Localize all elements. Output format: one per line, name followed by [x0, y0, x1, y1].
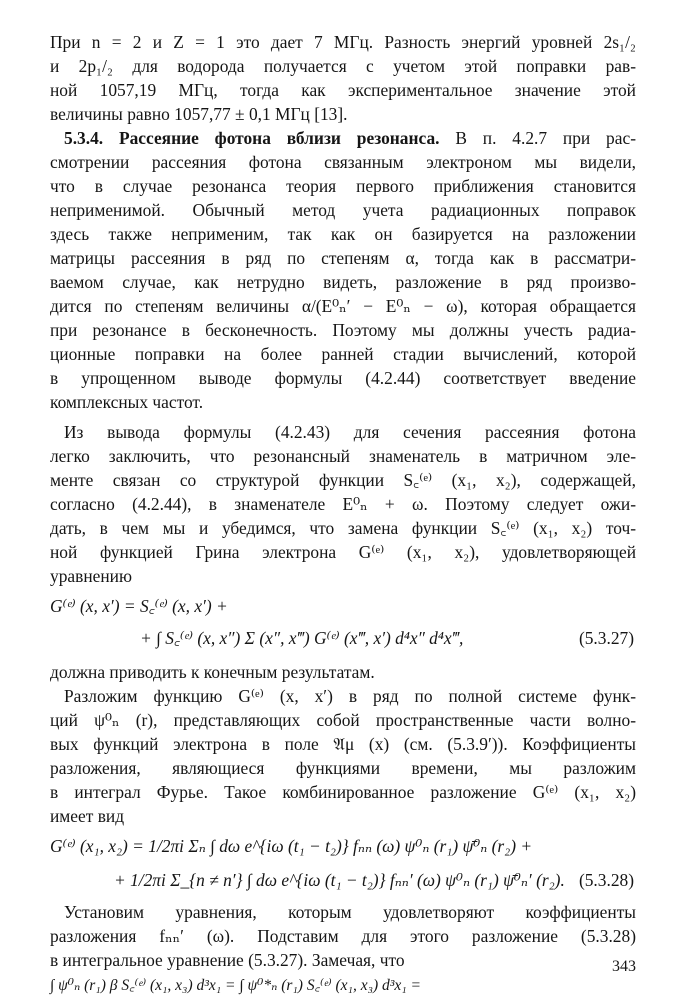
- text-line: и 2p₁/₂ для водорода получается с учетом этой поправки рав-: [50, 56, 636, 76]
- text-line: ционные поправки на более ранней стадии вычислений, которой: [50, 344, 636, 364]
- text-line: Установим уравнения, которым удовлетворяют коэффициенты: [64, 902, 636, 922]
- text-line: в упрощенном выводе формулы (4.2.44) соответствует введение: [50, 368, 636, 388]
- text-line: смотрении рассеяния фотона связанным электроном мы видели,: [50, 152, 636, 172]
- equation-5-3-27-line-1: G⁽ᵉ⁾ (x, x′) = S꜀⁽ᵉ⁾ (x, x′) +: [50, 596, 228, 616]
- section-heading-line: [50, 126, 636, 150]
- text-line: разложения, являющиеся функциями времени, мы разложим: [50, 758, 636, 778]
- text-line: здесь также неприменим, так как он базируется на разложении: [50, 224, 636, 244]
- text-line: неприменимой. Обычный метод учета радиационных поправок: [50, 200, 636, 220]
- text-line: При n = 2 и Z = 1 это дает 7 МГц. Разность энергий уровней 2s₁/₂: [50, 32, 636, 52]
- equation-number: (5.3.27): [578, 628, 634, 648]
- text-line: матрицы рассеяния в ряд по степеням α, тогда как в рассматри-: [50, 248, 636, 268]
- text-line: дится по степеням величины α/(E⁰ₙ′ − E⁰ₙ − ω), которая обращается: [50, 296, 636, 316]
- text-line: ций ψ⁰ₙ (r), представляющих собой пространственные части волно-: [50, 710, 636, 730]
- text-line: разложения fₙₙ′ (ω). Подставим для этого разложение (5.3.28): [50, 926, 636, 946]
- text-line: ной 1057,19 МГц, тогда как экспериментальное значение этой: [50, 80, 636, 100]
- section-heading: 5.3.4. Рассеяние фотона вблизи резонанса.: [64, 128, 440, 148]
- text-line: легко заключить, что резонансный знаменатель в матричном эле-: [50, 446, 636, 466]
- text-line: согласно (4.2.44), в знаменателе E⁰ₙ + ω. Поэтому следует ожи-: [50, 494, 636, 514]
- text-line: что в случае резонанса теория первого приближения становится: [50, 176, 636, 196]
- equation-overlap-line-1: ∫ ψ⁰ₙ (r₁) β S꜀⁽ᵉ⁾ (x₁, x₃) d³x₁ = ∫ ψ⁰*ₙ (r₁) S꜀⁽ᵉ⁾ (x₁, x₃) d³x₁ =: [50, 977, 421, 994]
- text-line: в интегральное уравнение (5.3.27). Замечая, что: [50, 950, 405, 970]
- text-line: вых функций электрона в поле 𝔄μ (x) (см. (5.3.9′)). Коэффициенты: [50, 734, 636, 754]
- text-line: комплексных частот.: [50, 392, 204, 412]
- text-line: при резонансе в бесконечность. Поэтому мы должны учесть радиа-: [50, 320, 636, 340]
- text-line: должна приводить к конечным результатам.: [50, 662, 375, 682]
- equation-number: (5.3.28): [578, 870, 634, 890]
- text-line: дать, в чем мы и убедимся, что замена функции S꜀⁽ᵉ⁾ (x₁, x₂) точ-: [50, 518, 636, 538]
- text-line: Из вывода формулы (4.2.43) для сечения рассеяния фотона: [64, 422, 636, 442]
- text-line: имеет вид: [50, 806, 125, 826]
- equation-5-3-28-line-1: G⁽ᵉ⁾ (x₁, x₂) = 1/2πi Σₙ ∫ dω e^{iω (t₁ − t₂)} fₙₙ (ω) ψ⁰ₙ (r₁) ψ̄⁰ₙ (r₂) +: [50, 836, 533, 856]
- text-line: ной функцией Грина электрона G⁽ᵉ⁾ (x₁, x₂), удовлетворяющей: [50, 542, 636, 562]
- text-line: в интеграл Фурье. Такое комбинированное разложение G⁽ᵉ⁾ (x₁, x₂): [50, 782, 636, 802]
- text-fragment: В п. 4.2.7 при рас-: [439, 128, 636, 148]
- equation-5-3-28-line-2: + 1/2πi Σ_{n ≠ n′} ∫ dω e^{iω (t₁ − t₂)} fₙₙ′ (ω) ψ⁰ₙ (r₁) ψ̄⁰ₙ′ (r₂).: [114, 870, 565, 890]
- text-line: уравнению: [50, 566, 132, 586]
- text-line: величины равно 1057,77 ± 0,1 МГц [13].: [50, 104, 348, 124]
- text-line: менте связан со структурой функции S꜀⁽ᵉ⁾ (x₁, x₂), содержащей,: [50, 470, 636, 490]
- equation-5-3-27-line-2: + ∫ S꜀⁽ᵉ⁾ (x, x″) Σ (x″, x‴) G⁽ᵉ⁾ (x‴, x′) d⁴x″ d⁴x‴,: [140, 628, 464, 648]
- page-number: 343: [612, 958, 636, 975]
- text-line: Разложим функцию G⁽ᵉ⁾ (x, x′) в ряд по полной системе функ-: [64, 686, 636, 706]
- text-line: ваемом случае, как нетрудно видеть, разложение в ряд произво-: [50, 272, 636, 292]
